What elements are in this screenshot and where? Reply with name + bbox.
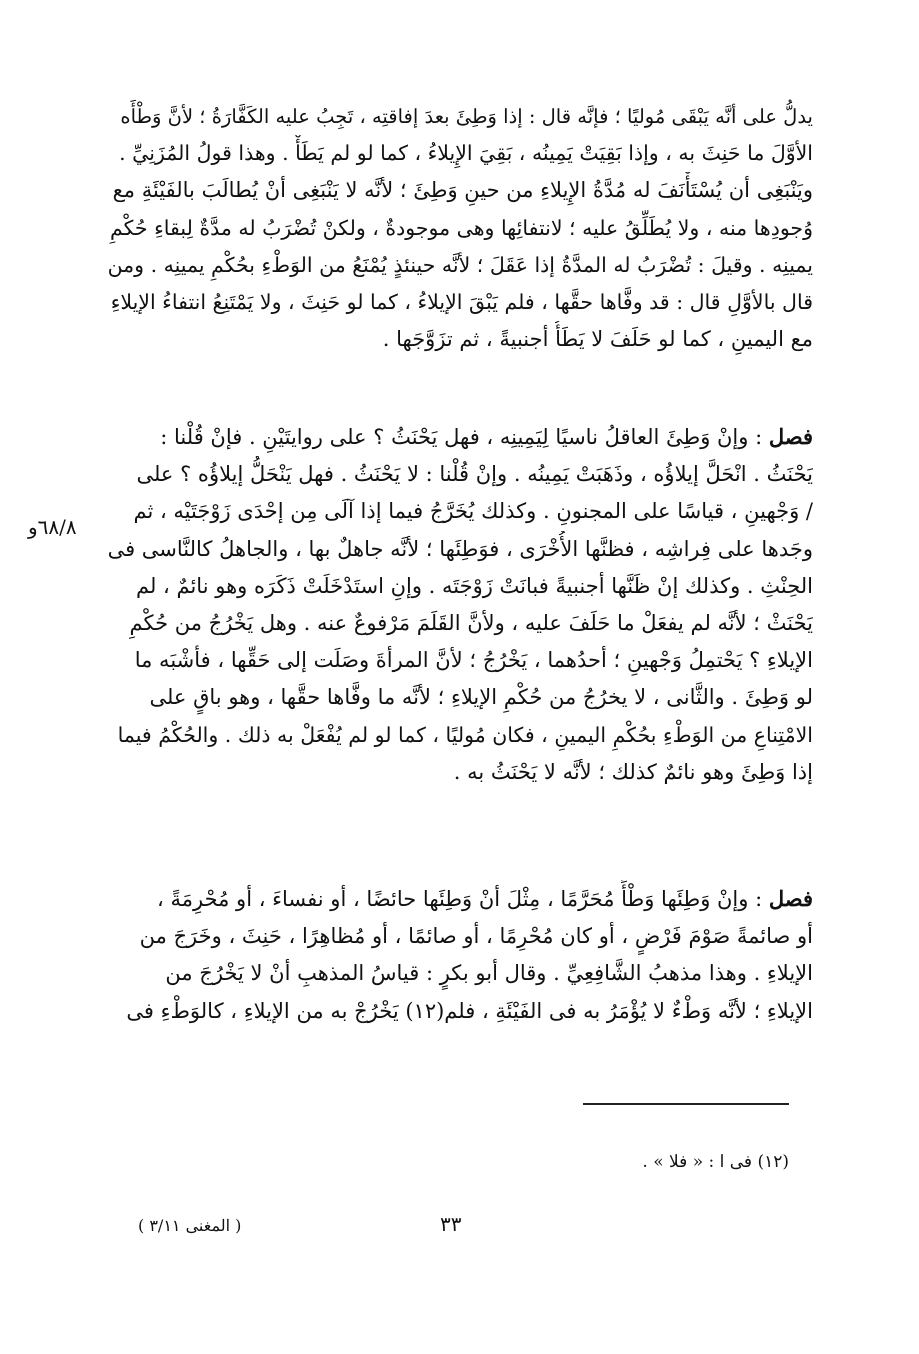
text-line: مع اليمينِ ، كما لو حَلَفَ لا يَطَأُ أجنبيةً ، ثم تزَوَّجَها . <box>382 327 813 352</box>
section-label: فصل <box>768 886 813 911</box>
page-number: ٣٣ <box>440 1212 462 1236</box>
text-line-rest: : وإنْ وَطِئَ العاقلُ ناسيًا لِيَمِينِه ، فهل يَحْنَثُ ؟ على روايتَيْنِ . فإنْ قُلْنا : <box>160 425 769 449</box>
text-line: إذا وَطِئَ وهو نائمٌ كذلك ؛ لأنَّه لا يَحْنَثُ به . <box>453 759 813 784</box>
text-line: الإيلاءِ ؟ يَحْتمِلُ وَجْهينِ ؛ أحدُهما ، يَخْرُجُ ؛ لأنَّ المرأةَ وصَلَت إلى حَقِّها ، فأشْبَه ما <box>134 648 813 673</box>
text-line: الامْتِناعِ من الوَطْءِ بحُكْمِ اليمينِ ، فكان مُوليًا ، كما لو لم يُفْعَلْ به ذلك . والحُكْمُ فيما <box>117 722 813 747</box>
paragraph-1 <box>107 98 813 358</box>
text-line: / وَجْهينِ ، قياسًا على المجنونِ . وكذلك يُخَرَّجُ فيما إذا آلَى مِن إحْدَى زَوْجَتَيْه ، ثم <box>133 499 813 524</box>
text-line: الحِنْثِ . وكذلك إنْ ظَنَّها أجنبيةً فبانَتْ زَوْجَتَه . وإنِ استَدْخَلَتْ ذَكَرَه وهو نائمٌ ، لم <box>135 573 813 598</box>
text-line: لو وَطِئَ . والثَّانى ، لا يخرُجُ من حُكْمِ الإيلاءِ ؛ لأنَّه ما وفَّاها حقَّها ، وهو باقٍ على <box>149 685 813 710</box>
text-line: الإيلاءِ . وهذا مذهبُ الشَّافِعِيِّ . وقال أبو بكرٍ : قياسُ المذهبِ أنْ لا يَخْرُجَ من <box>165 961 813 986</box>
footnote-divider <box>583 1103 789 1105</box>
text-line: وُجودِها منه ، ولا يُطَلِّقُ عليه ؛ لانتفائِها وهى موجودةٌ ، ولكنْ تُضْرَبُ له مدَّةٌ لِبقاءِ حُكْمِ <box>109 215 813 240</box>
paragraph-2 <box>107 418 813 791</box>
text-line: ويَنْبَغِى أن يُسْتَأْنَفَ له مُدَّةُ الإِيلاءِ من حينِ وَطِئَ ؛ لأنَّه لا يَنْبَغِى أنْ يُطالَبَ بالفَيْئَةِ مع <box>112 178 813 203</box>
text-line: أو صائمةً صَوْمَ فَرْضٍ ، أو كان مُحْرِمًا ، أو صائمًا ، أو مُظاهِرًا ، حَنِثَ ، وخَرَجَ من <box>139 924 813 949</box>
section-label: فصل <box>768 424 813 449</box>
text-line: يَحْنَثْ ؛ لأنَّه لم يفعَلْ ما حَلَفَ عليه ، ولأنَّ القَلَمَ مَرْفوعٌ عنه . وهل يَخْرُجُ من حُكْمِ <box>129 611 813 636</box>
footnote: (١٢) فى ا : « فلا » . <box>642 1152 789 1172</box>
text-line: يمينِه . وقيلَ : تُضْرَبُ له المدَّةُ إذا عَقَلَ ؛ لأنَّه حينئذٍ يُمْنَعُ من الوَطْءِ بحُكْمِ يمينِه . ومن <box>107 252 813 277</box>
text-line: قال بالأوَّلِ قال : قد وفَّاها حقَّها ، فلم يَبْقَ الإيلاءُ ، كما لو حَنِثَ ، ولا يَمْتَنِعُ انتفاءُ الإيلاءِ <box>110 290 813 315</box>
running-footer: ( المغنى ٣/١١ ) <box>138 1216 242 1235</box>
text-line: يدلُّ على أنَّه يَبْقَى مُوليًا ؛ فإنَّه قال : إذا وَطِئَ بعدَ إفاقتِه ، تَجِبُ عليه الكَفَّارَةُ ؛ لأنَّ وَطْأَه <box>120 105 813 128</box>
margin-folio-note: ٦٨/٨و <box>28 515 77 539</box>
text-line: الإيلاءِ ؛ لأنَّه وَطْءٌ لا يُؤْمَرُ به فى الفَيْئَةِ ، فلم(١٢) يَخْرُجْ به من الإيلاءِ ، كالوَطْءِ فى <box>126 998 813 1023</box>
text-line: وجَدها على فِراشِه ، فظنَّها الأُخْرَى ، فوَطِئَها ؛ لأنَّه جاهلٌ بها ، والجاهلُ كالنَّاسى فى <box>107 536 813 561</box>
text-line-rest: : وإنْ وَطِئَها وَطْأً مُحَرَّمًا ، مِثْلَ أنْ وَطِئَها حائضًا ، أو نفساءَ ، أو مُحْرِمَةً ، <box>157 887 769 911</box>
text-line: يَحْنَثُ . انْحَلَّ إيلاؤُه ، وذَهَبَتْ يَمِينُه . وإنْ قُلْنا : لا يَحْنَثُ . فهل يَنْحَلُّ إيلاؤُه ؟ على <box>136 462 813 487</box>
text-line <box>107 880 813 918</box>
text-line <box>107 418 813 456</box>
paragraph-3 <box>107 880 813 1030</box>
text-line: الأوَّلَ ما حَنِثَ به ، وإذا بَقِيَتْ يَمِينُه ، بَقِيَ الإِيلاءُ ، كما لو لم يَطَأْ . وهذا قولُ المُزَنِيِّ . <box>119 141 813 166</box>
